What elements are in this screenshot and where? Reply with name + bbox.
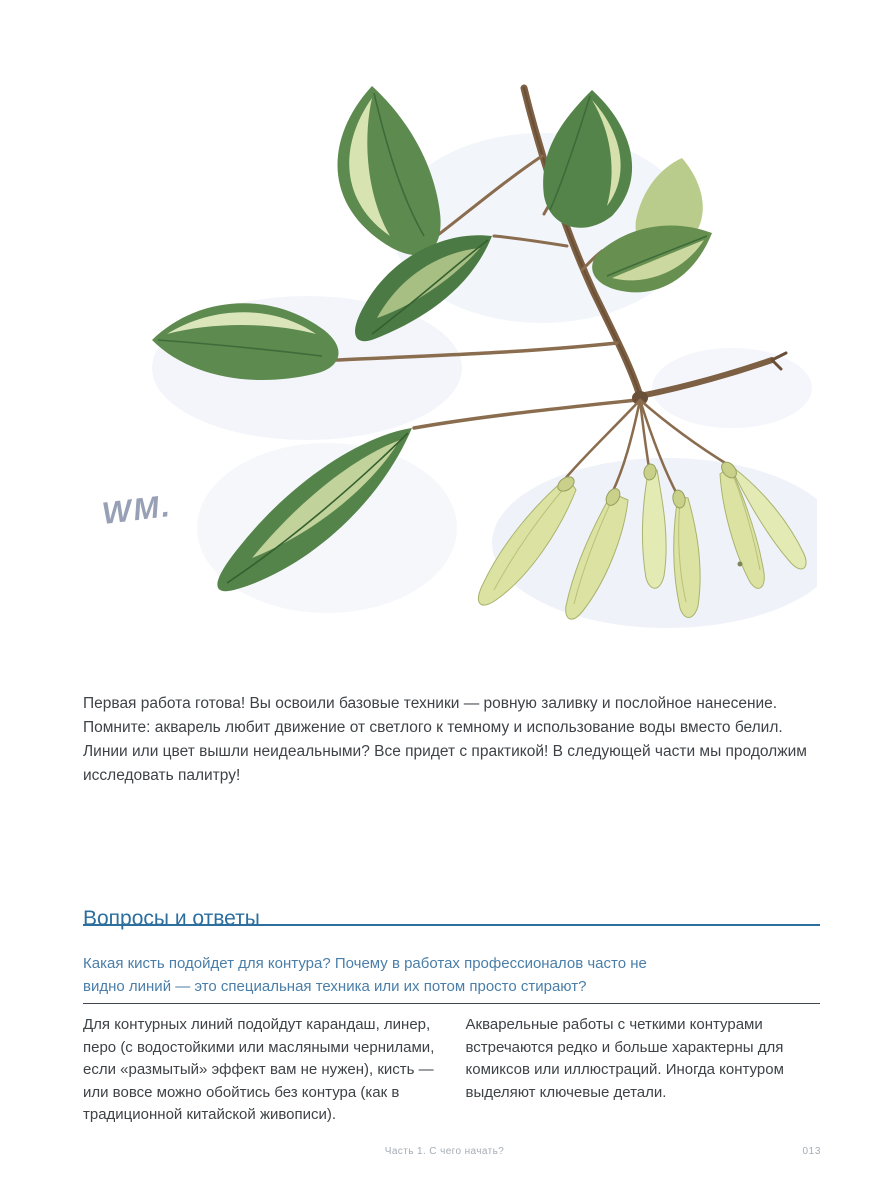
qa-question: Какая кисть подойдет для контура? Почему в работах профессионалов часто не видно линий — это специальная техника или их потом просто стирают? [83,955,647,995]
columns-divider [83,1003,820,1004]
footer-section-label: Часть 1. С чего начать? [384,1146,505,1157]
watercolor-illustration [72,38,817,663]
qa-section-heading: Вопросы и ответы [83,907,260,931]
qa-answers [83,1014,820,1127]
qa-answer-left: Для контурных линий подойдут карандаш, линер, перо (с водостойкими или масляными чернилами, если «размытый» эффект вам не нужен), кисть — или вовсе можно обойтись без контура (как в традиционной китайской живописи). [83,1016,435,1123]
artist-signature: WM. [100,487,174,532]
footer-page-number: 013 [802,1146,821,1157]
qa-answer-right: Акварельные работы с четкими контурами встречаются редко и больше характерны для комиксов или иллюстраций. Иногда контуром выделяют ключевые детали. [465,1016,784,1101]
intro-paragraph: Первая работа готова! Вы освоили базовые техники — ровную заливку и послойное нанесение. Помните: акварель любит движение от светлого к темному и использование воды вместо белил. Линии или цвет вышли неидеальными? Все придет с практикой! В следующей части мы продолжим исследовать палитру! [83,694,807,784]
heading-divider [83,924,820,926]
